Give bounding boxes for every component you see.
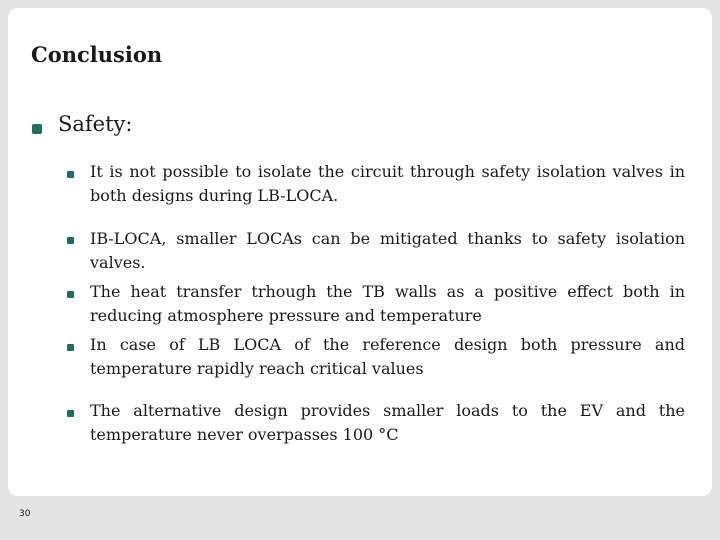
bullet-text: In case of LB LOCA of the reference design both pressure and temperature rapidly reach critical values xyxy=(90,335,685,378)
bullet-text: It is not possible to isolate the circuit through safety isolation valves in both designs during LB-LOCA. xyxy=(90,162,685,205)
slide-title: Conclusion xyxy=(31,42,163,67)
sub-bullet-icon xyxy=(67,344,74,351)
sub-bullet-icon xyxy=(67,410,74,417)
bullet-text: IB-LOCA, smaller LOCAs can be mitigated thanks to safety isolation valves. xyxy=(90,229,685,272)
section-heading: Safety: xyxy=(58,112,133,136)
bullet-text: The heat transfer trhough the TB walls as a positive effect both in reducing atmosphere pressure and temperature xyxy=(90,282,685,325)
sub-bullet-icon xyxy=(67,237,74,244)
page-number: 30 xyxy=(19,509,31,519)
bullet-text: The alternative design provides smaller loads to the EV and the temperature never overpasses 100 °C xyxy=(90,401,685,444)
sub-bullet-icon xyxy=(67,291,74,298)
bullet-square-icon xyxy=(32,124,42,134)
sub-bullet-icon xyxy=(67,171,74,178)
